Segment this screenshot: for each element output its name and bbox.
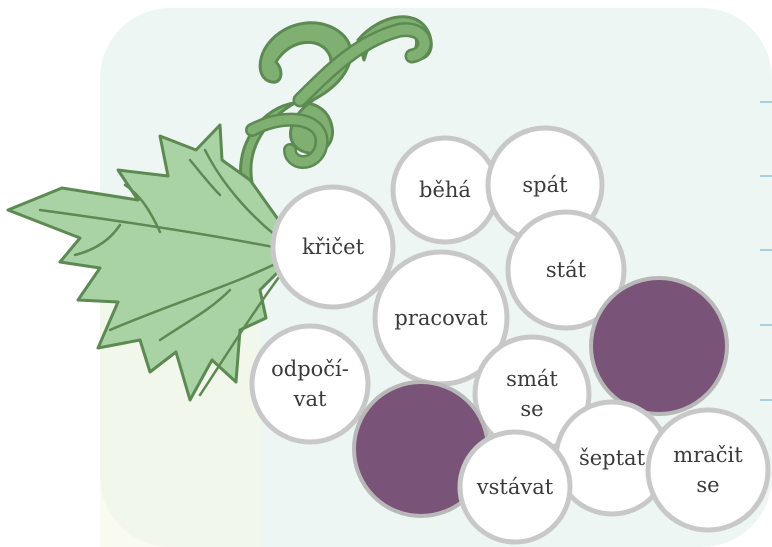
grape-odpocivat: [252, 326, 368, 442]
grape-word-stat-line-0: stát: [545, 258, 587, 282]
grape-word-odpocivat-line-1: vat: [293, 387, 327, 411]
grape-kricet: [273, 187, 393, 307]
grape-word-kricet-line-0: křičet: [301, 235, 365, 259]
grape-word-mracit-se-line-0: mračit: [673, 443, 743, 467]
grape-word-beha-line-0: běhá: [419, 178, 471, 202]
white-grape-circle: [252, 326, 368, 442]
grape-word-septat-line-0: šeptat: [578, 446, 646, 470]
grape-purple-right: [591, 278, 727, 414]
grape-word-vstavat-line-0: vstávat: [476, 475, 554, 499]
grape-mracit-se: [648, 410, 768, 530]
grape-word-odpocivat-line-0: odpočí-: [271, 357, 349, 381]
grape-word-smat-se-line-1: se: [520, 397, 544, 421]
grape-beha: [393, 138, 497, 242]
purple-grape-circle: [591, 278, 727, 414]
grape-vstavat: [460, 432, 570, 542]
grape-word-smat-se-line-0: smát: [506, 367, 558, 391]
white-grape-circle: [648, 410, 768, 530]
grape-word-mracit-se-line-1: se: [696, 473, 720, 497]
grape-word-spat-line-0: spát: [522, 173, 568, 197]
grape-word-pracovat-line-0: pracovat: [394, 306, 488, 330]
